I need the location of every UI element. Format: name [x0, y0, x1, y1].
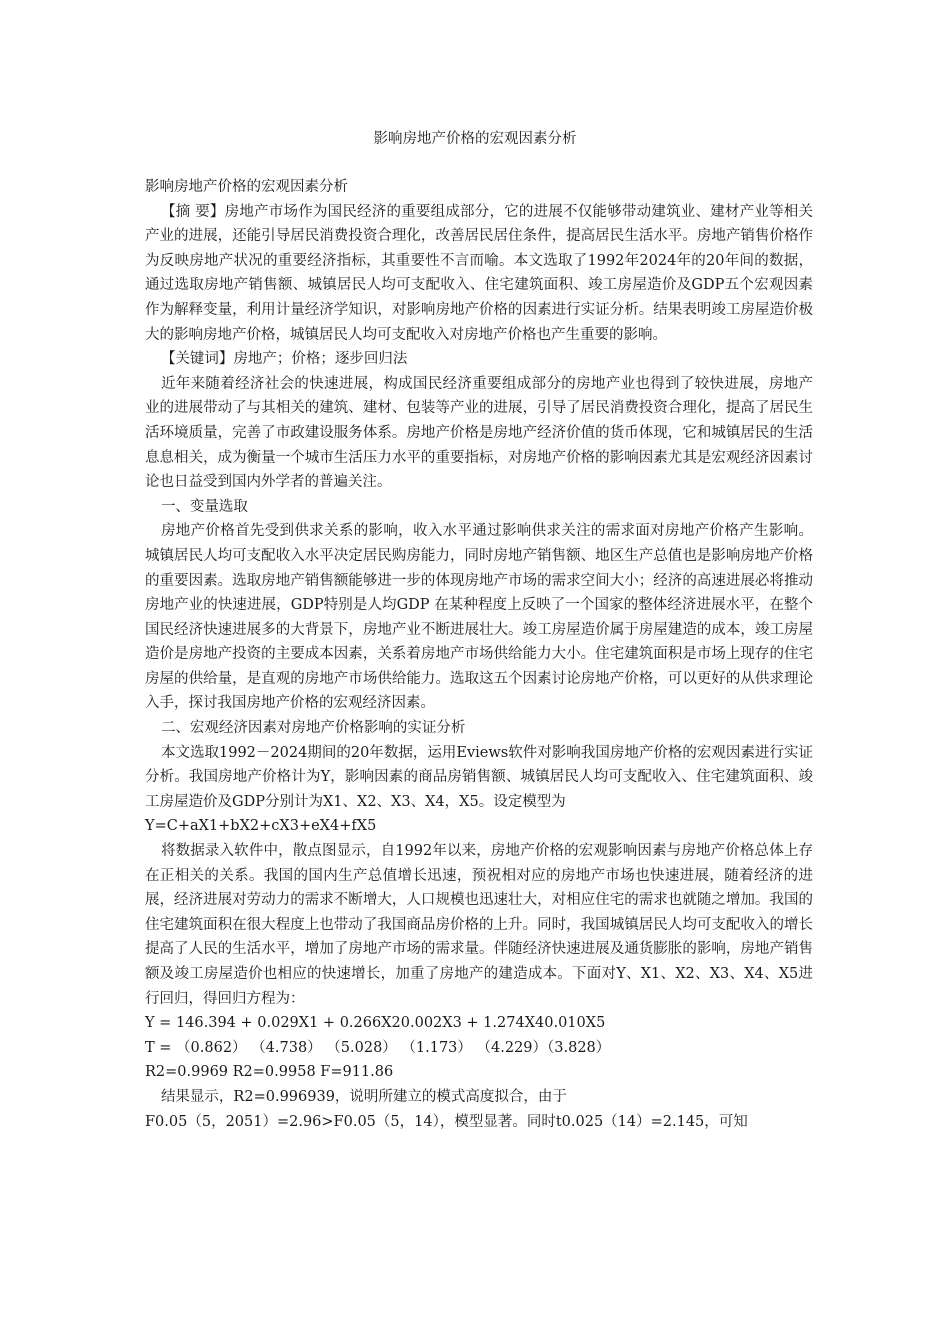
document-body [145, 175, 813, 1134]
model-formula: Y=C+aX1+bX2+cX3+eX4+fX5 [145, 818, 377, 835]
result-line: 结果显示，R2=0.996939，说明所建立的模式高度拟合，由于 [160, 1088, 567, 1105]
fit-statistics-line: R2=0.9969 R2=0.9958 F=911.86 [145, 1064, 394, 1081]
section-variables-paragraph: 房地产价格首先受到供求关系的影响，收入水平通过影响供求关注的需求面对房地产价格产生影响。城镇居民人均可支配收入水平决定居民购房能力，同时房地产销售额、地区生产总值也是影响房地产价格的重要因素。选取房地产销售额能够进一步的体现房地产市场的需求空间大小；经济的高速进展必将推动房地产业的快速进展，GDP特别是人均GDP 在某种程度上反映了一个国家的整体经济进展水平，在整个国民经济快速进展多的大背景下，房地产业不断进展壮大。竣工房屋造价属于房屋建造的成本，竣工房屋造价是房地产投资的主要成本因素，关系着房地产市场供给能力大小。住宅建筑面积是市场上现存的住宅房屋的供给量，是直观的房地产市场供给能力。选取这五个因素讨论房地产价格，可以更好的从供求理论入手，探讨我国房地产价格的宏观经济因素。 [145, 523, 813, 712]
subtitle: 影响房地产价格的宏观因素分析 [145, 179, 348, 195]
regression-paragraph: 将数据录入软件中，散点图显示，自1992年以来，房地产价格的宏观影响因素与房地产价格总体上存在正相关的关系。我国的国内生产总值增长迅速，预祝相对应的房地产市场也快速进展，随着经济的进展，经济进展对劳动力的需求不断增大，人口规模也迅速壮大，对相应住宅的需求也就随之增加。我国的住宅建筑面积在很大程度上也带动了我国商品房价格的上升。同时，我国城镇居民人均可支配收入的增长提高了人民的生活水平，增加了房地产市场的需求量。伴随经济快速进展及通货膨胀的影响，房地产销售额及竣工房屋造价也相应的快速增长，加重了房地产的建造成本。下面对Y、X1、X2、X3、X4、X5进行回归，得回归方程为： [145, 843, 813, 1007]
section-heading-empirical: 二、宏观经济因素对房地产价格影响的实证分析 [160, 720, 466, 737]
intro-paragraph: 近年来随着经济社会的快速进展，构成国民经济重要组成部分的房地产业也得到了较快进展，房地产业的进展带动了与其相关的建筑、建材、包装等产业的进展，引导了居民消费投资合理化，提高了居民生活环境质量，完善了市政建设服务体系。房地产价格是房地产经济价值的货币体现，它和城镇居民的生活息息相关，成为衡量一个城市生活压力水平的重要指标，对房地产价格的影响因素尤其是宏观经济因素讨论也日益受到国内外学者的普遍关注。 [145, 375, 813, 491]
regression-equation: Y = 146.394 + 0.029X1 + 0.266X20.002X3 + 1.274X40.010X5 [145, 1015, 606, 1032]
keywords-line: 【关键词】房地产；价格；逐步回归法 [160, 351, 408, 368]
abstract-paragraph: 【摘 要】房地产市场作为国民经济的重要组成部分，它的进展不仅能够带动建筑业、建材产业等相关产业的进展，还能引导居民消费投资合理化，改善居民居住条件，提高居民生活水平。房地产销售价格作为反映房地产状况的重要经济指标，其重要性不言而喻。本文选取了1992年2024年的20年间的数据，通过选取房地产销售额、城镇居民人均可支配收入、住宅建筑面积、竣工房屋造价及GDP五个宏观因素作为解释变量，利用计量经济学知识，对影响房地产价格的因素进行实证分析。结果表明竣工房屋造价极大的影响房地产价格，城镇居民人均可支配收入对房地产价格也产生重要的影响。 [145, 203, 813, 343]
t-statistics-line: T = （0.862） （4.738） （5.028） （1.173） （4.229）（3.828） [145, 1039, 611, 1056]
f-test-line: F0.05（5，2051）=2.96>F0.05（5，14），模型显著。同时t0.025（14）=2.145，可知 [145, 1113, 748, 1130]
section-empirical-paragraph: 本文选取1992－2024期间的20年数据，运用Eviews软件对影响我国房地产价格的宏观因素进行实证分析。我国房地产价格计为Y，影响因素的商品房销售额、城镇居民人均可支配收入、住宅建筑面积、竣工房屋造价及GDP分别计为X1、X2、X3、X4，X5。设定模型为 [145, 744, 813, 810]
section-heading-variables: 一、变量选取 [160, 498, 248, 515]
document-title: 影响房地产价格的宏观因素分析 [373, 131, 577, 147]
